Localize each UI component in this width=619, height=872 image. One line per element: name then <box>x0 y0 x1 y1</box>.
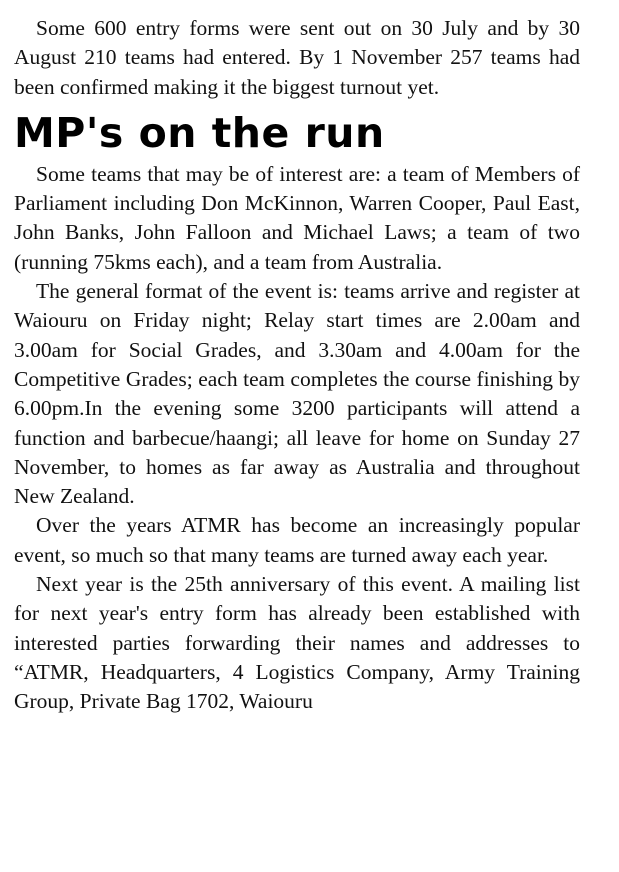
intro-paragraph: Some 600 entry forms were sent out on 30 July and by 30 August 210 teams had entered. By 1 November 257 teams had been confirmed making it the biggest turnout yet. <box>14 16 580 99</box>
paragraph-anniversary: Next year is the 25th anniversary of this event. A mailing list for next year's entry form has already been established with interested parties forwarding their names and addresses to “ATMR, Headquarters, 4 Logistics Company, Army Training Group, Private Bag 1702, Waiouru <box>14 572 580 714</box>
paragraph-teams-of-interest: Some teams that may be of interest are: a team of Members of Parliament including Don McKinnon, Warren Cooper, Paul East, John Banks, John Falloon and Michael Laws; a team of two (running 75kms each), and a team from Australia. <box>14 161 580 274</box>
article-page <box>14 14 580 717</box>
paragraph-popularity: Over the years ATMR has become an increasingly popular event, so much so that many teams are turned away each year. <box>14 513 580 567</box>
paragraph-event-format: The general format of the event is: teams arrive and register at Waiouru on Friday night; Relay start times are 2.00am and 3.00am for Social Grades, and 3.30am and 4.00am for the Competitive Grades; each team completes the course finishing by 6.00pm.In the evening some 3200 participants will attend a function and barbecue/haangi; all leave for home on Sunday 27 November, to homes as far away as Australia and throughout New Zealand. <box>14 279 580 509</box>
section-heading: MP's on the run <box>14 108 385 157</box>
